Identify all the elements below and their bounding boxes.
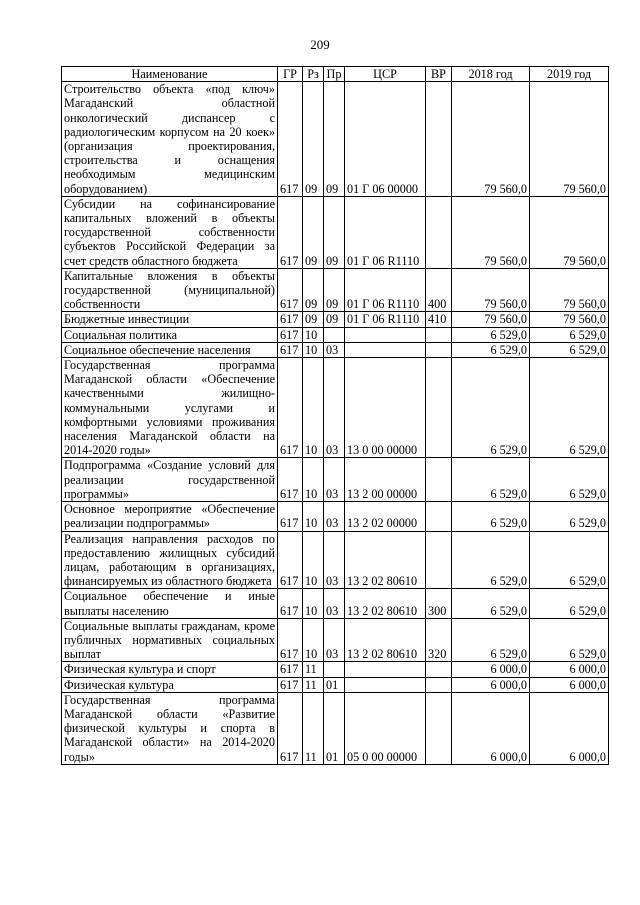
cell-2019: 6 000,0: [530, 662, 609, 677]
cell-rz: 10: [303, 589, 324, 618]
cell-csr: [345, 662, 426, 677]
cell-rz: 10: [303, 327, 324, 342]
page-number: 209: [310, 37, 330, 52]
cell-csr: 13 2 02 80610: [345, 589, 426, 618]
cell-pr: 09: [324, 312, 345, 327]
cell-name: Физическая культура и спорт: [62, 662, 278, 677]
cell-csr: 01 Г 06 R1110: [345, 268, 426, 312]
cell-name: Социальная политика: [62, 327, 278, 342]
cell-2019: 79 560,0: [530, 196, 609, 268]
cell-2019: 6 529,0: [530, 618, 609, 662]
cell-pr: [324, 327, 345, 342]
cell-2019: 6 529,0: [530, 327, 609, 342]
cell-name: Социальные выплаты гражданам, кроме публичных нормативных социальных выплат: [62, 618, 278, 662]
cell-rz: 09: [303, 312, 324, 327]
cell-vr: 410: [426, 312, 452, 327]
cell-pr: 09: [324, 268, 345, 312]
cell-2018: 6 529,0: [452, 618, 530, 662]
cell-csr: 13 2 02 80610: [345, 618, 426, 662]
column-header-2019: 2019 год: [530, 67, 609, 82]
cell-2018: 6 000,0: [452, 662, 530, 677]
cell-csr: 13 2 00 00000: [345, 458, 426, 502]
cell-2018: 6 529,0: [452, 458, 530, 502]
table-body: [62, 82, 609, 765]
cell-rz: 09: [303, 268, 324, 312]
cell-vr: [426, 82, 452, 197]
cell-csr: 13 2 02 00000: [345, 502, 426, 531]
column-header-2018: 2018 год: [452, 67, 530, 82]
cell-name: Социальное обеспечение населения: [62, 342, 278, 357]
cell-pr: 03: [324, 589, 345, 618]
cell-csr: [345, 677, 426, 692]
cell-pr: 01: [324, 692, 345, 764]
cell-vr: [426, 531, 452, 589]
cell-gr: 617: [278, 458, 303, 502]
cell-vr: 320: [426, 618, 452, 662]
cell-2019: 6 529,0: [530, 358, 609, 458]
table-row: [62, 312, 609, 327]
cell-rz: 11: [303, 662, 324, 677]
cell-pr: 09: [324, 82, 345, 197]
cell-vr: [426, 342, 452, 357]
cell-vr: [426, 196, 452, 268]
cell-2018: 79 560,0: [452, 196, 530, 268]
cell-2018: 6 000,0: [452, 692, 530, 764]
cell-vr: [426, 327, 452, 342]
cell-csr: 01 Г 06 00000: [345, 82, 426, 197]
cell-csr: 01 Г 06 R1110: [345, 196, 426, 268]
cell-csr: 13 2 02 80610: [345, 531, 426, 589]
cell-name: Подпрограмма «Создание условий для реализации государственной программы»: [62, 458, 278, 502]
cell-name: Государственная программа Магаданской области «Обеспечение качественными жилищно-коммунальными услугами и комфортными условиями проживания населения Магаданской области на 2014-2020 годы»: [62, 358, 278, 458]
cell-vr: [426, 458, 452, 502]
cell-2019: 6 529,0: [530, 342, 609, 357]
cell-gr: 617: [278, 677, 303, 692]
cell-2018: 6 529,0: [452, 589, 530, 618]
column-header-name: Наименование: [62, 67, 278, 82]
cell-pr: 03: [324, 358, 345, 458]
cell-vr: [426, 662, 452, 677]
cell-name: Государственная программа Магаданской области «Развитие физической культуры и спорта в Магаданской области» на 2014-2020 годы»: [62, 692, 278, 764]
table-row: [62, 358, 609, 458]
cell-rz: 09: [303, 196, 324, 268]
cell-gr: 617: [278, 692, 303, 764]
cell-name: Реализация направления расходов по предоставлению жилищных субсидий лицам, работающим в организациях, финансируемых из областного бюджета: [62, 531, 278, 589]
cell-name: Капитальные вложения в объекты государственной (муниципальной) собственности: [62, 268, 278, 312]
cell-csr: 01 Г 06 R1110: [345, 312, 426, 327]
cell-2019: 6 000,0: [530, 677, 609, 692]
cell-2018: 6 529,0: [452, 531, 530, 589]
cell-vr: [426, 677, 452, 692]
budget-table: [61, 66, 609, 765]
table-row: [62, 589, 609, 618]
cell-pr: 03: [324, 618, 345, 662]
cell-gr: 617: [278, 531, 303, 589]
cell-2019: 79 560,0: [530, 268, 609, 312]
cell-rz: 11: [303, 677, 324, 692]
cell-gr: 617: [278, 358, 303, 458]
cell-vr: [426, 692, 452, 764]
cell-gr: 617: [278, 342, 303, 357]
cell-vr: [426, 358, 452, 458]
cell-pr: 01: [324, 677, 345, 692]
cell-rz: 10: [303, 618, 324, 662]
cell-gr: 617: [278, 589, 303, 618]
table-row: [62, 677, 609, 692]
cell-pr: 03: [324, 342, 345, 357]
cell-pr: [324, 662, 345, 677]
cell-gr: 617: [278, 82, 303, 197]
cell-csr: 13 0 00 00000: [345, 358, 426, 458]
cell-name: Строительство объекта «под ключ» Магаданский областной онкологический диспансер с радиологическим корпусом на 20 коек» (организация проектирования, строительства и оснащения необходимым медицинским оборудованием): [62, 82, 278, 197]
cell-2018: 79 560,0: [452, 268, 530, 312]
cell-name: Основное мероприятие «Обеспечение реализации подпрограммы»: [62, 502, 278, 531]
cell-rz: 10: [303, 458, 324, 502]
cell-name: Бюджетные инвестиции: [62, 312, 278, 327]
column-header-pr: Пр: [324, 67, 345, 82]
cell-vr: [426, 502, 452, 531]
cell-2019: 6 529,0: [530, 458, 609, 502]
cell-gr: 617: [278, 662, 303, 677]
column-header-vr: ВР: [426, 67, 452, 82]
table-row: [62, 268, 609, 312]
cell-2019: 6 529,0: [530, 589, 609, 618]
cell-2018: 6 529,0: [452, 342, 530, 357]
table-row: [62, 327, 609, 342]
cell-2019: 6 529,0: [530, 502, 609, 531]
cell-gr: 617: [278, 502, 303, 531]
cell-pr: 03: [324, 458, 345, 502]
table-row: [62, 662, 609, 677]
table-row: [62, 502, 609, 531]
cell-csr: 05 0 00 00000: [345, 692, 426, 764]
table-row: [62, 618, 609, 662]
cell-rz: 10: [303, 358, 324, 458]
table-row: [62, 531, 609, 589]
cell-2018: 6 529,0: [452, 358, 530, 458]
cell-2018: 6 529,0: [452, 502, 530, 531]
cell-gr: 617: [278, 618, 303, 662]
table-row: [62, 458, 609, 502]
cell-gr: 617: [278, 268, 303, 312]
cell-rz: 11: [303, 692, 324, 764]
cell-rz: 10: [303, 531, 324, 589]
cell-2018: 6 529,0: [452, 327, 530, 342]
cell-name: Физическая культура: [62, 677, 278, 692]
cell-csr: [345, 342, 426, 357]
table-row: [62, 342, 609, 357]
cell-rz: 10: [303, 342, 324, 357]
cell-gr: 617: [278, 327, 303, 342]
table-row: [62, 82, 609, 197]
cell-pr: 03: [324, 531, 345, 589]
cell-vr: 300: [426, 589, 452, 618]
cell-2019: 6 000,0: [530, 692, 609, 764]
cell-csr: [345, 327, 426, 342]
cell-gr: 617: [278, 312, 303, 327]
column-header-csr: ЦСР: [345, 67, 426, 82]
table-header-row: [62, 67, 609, 82]
cell-pr: 03: [324, 502, 345, 531]
column-header-gr: ГР: [278, 67, 303, 82]
cell-rz: 09: [303, 82, 324, 197]
table-row: [62, 692, 609, 764]
cell-2019: 79 560,0: [530, 82, 609, 197]
cell-rz: 10: [303, 502, 324, 531]
cell-2019: 6 529,0: [530, 531, 609, 589]
table-row: [62, 196, 609, 268]
cell-vr: 400: [426, 268, 452, 312]
cell-name: Субсидии на софинансирование капитальных вложений в объекты государственной собственности субъектов Российской Федерации за счет средств областного бюджета: [62, 196, 278, 268]
cell-gr: 617: [278, 196, 303, 268]
column-header-rz: Рз: [303, 67, 324, 82]
cell-2018: 79 560,0: [452, 312, 530, 327]
cell-2018: 79 560,0: [452, 82, 530, 197]
cell-2018: 6 000,0: [452, 677, 530, 692]
cell-pr: 09: [324, 196, 345, 268]
cell-2019: 79 560,0: [530, 312, 609, 327]
cell-name: Социальное обеспечение и иные выплаты населению: [62, 589, 278, 618]
